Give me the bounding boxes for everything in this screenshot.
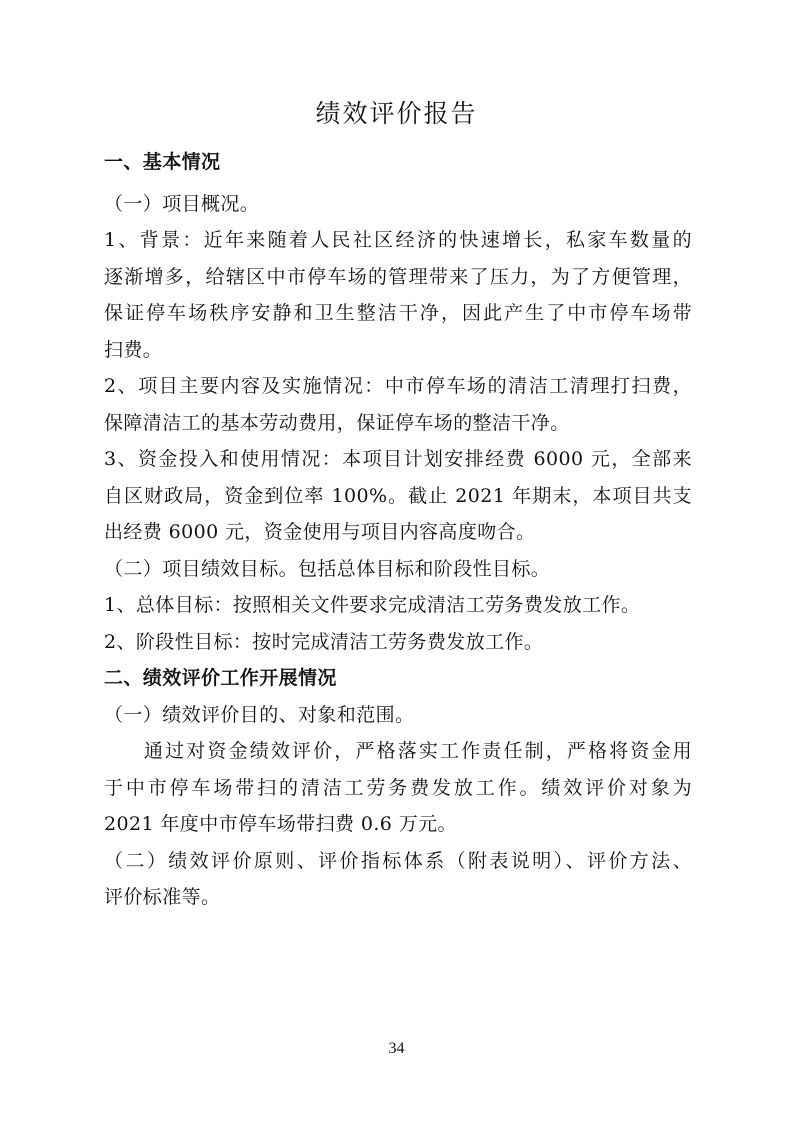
- goal-overall: 1、总体目标：按照相关文件要求完成清洁工劳务费发放工作。: [104, 594, 641, 616]
- subheading-performance-goals: （二）项目绩效目标。包括总体目标和阶段性目标。: [104, 557, 551, 580]
- report-title: 绩效评价报告: [315, 99, 478, 128]
- subheading-evaluation-purpose: （一）绩效评价目的、对象和范围。: [104, 703, 415, 726]
- subheading-evaluation-principles-line-1: （二）绩效评价原则、评价指标体系（附表说明）、评价方法、: [104, 849, 692, 872]
- section-heading-evaluation-work: 二、绩效评价工作开展情况: [104, 667, 337, 689]
- section-heading-basic-info: 一、基本情况: [104, 151, 221, 173]
- purpose-line-3: 2021 年度中市停车场带扫费 0.6 万元。: [104, 813, 457, 835]
- purpose-line-2: 于中市停车场带扫的清洁工劳务费发放工作。绩效评价对象为: [104, 776, 692, 799]
- goal-stage: 2、阶段性目标：按时完成清洁工劳务费发放工作。: [104, 630, 544, 653]
- funding-line-1: 3、资金投入和使用情况：本项目计划安排经费 6000 元，全部来: [104, 448, 692, 470]
- background-line-2: 逐渐增多，给辖区中市停车场的管理带来了压力，为了方便管理，: [104, 265, 692, 288]
- content-line-2: 保障清洁工的基本劳动费用，保证停车场的整洁干净。: [104, 411, 570, 434]
- content-line-1: 2、项目主要内容及实施情况：中市停车场的清洁工清理打扫费，: [104, 375, 692, 397]
- subheading-evaluation-principles-line-2: 评价标准等。: [104, 886, 221, 908]
- funding-line-2: 自区财政局，资金到位率 100%。截止 2021 年期末，本项目共支: [104, 484, 692, 507]
- background-line-1: 1、背景：近年来随着人民社区经济的快速增长，私家车数量的: [104, 229, 692, 251]
- background-line-4: 扫费。: [104, 338, 163, 361]
- subheading-project-overview: （一）项目概况。: [104, 192, 260, 215]
- purpose-line-1: 通过对资金绩效评价，严格落实工作责任制，严格将资金用: [144, 740, 692, 762]
- page-number: 34: [388, 1040, 405, 1057]
- background-line-3: 保证停车场秩序安静和卫生整洁干净，因此产生了中市停车场带: [104, 302, 692, 324]
- report-body: [104, 144, 692, 916]
- funding-line-3: 出经费 6000 元，资金使用与项目内容高度吻合。: [104, 521, 536, 543]
